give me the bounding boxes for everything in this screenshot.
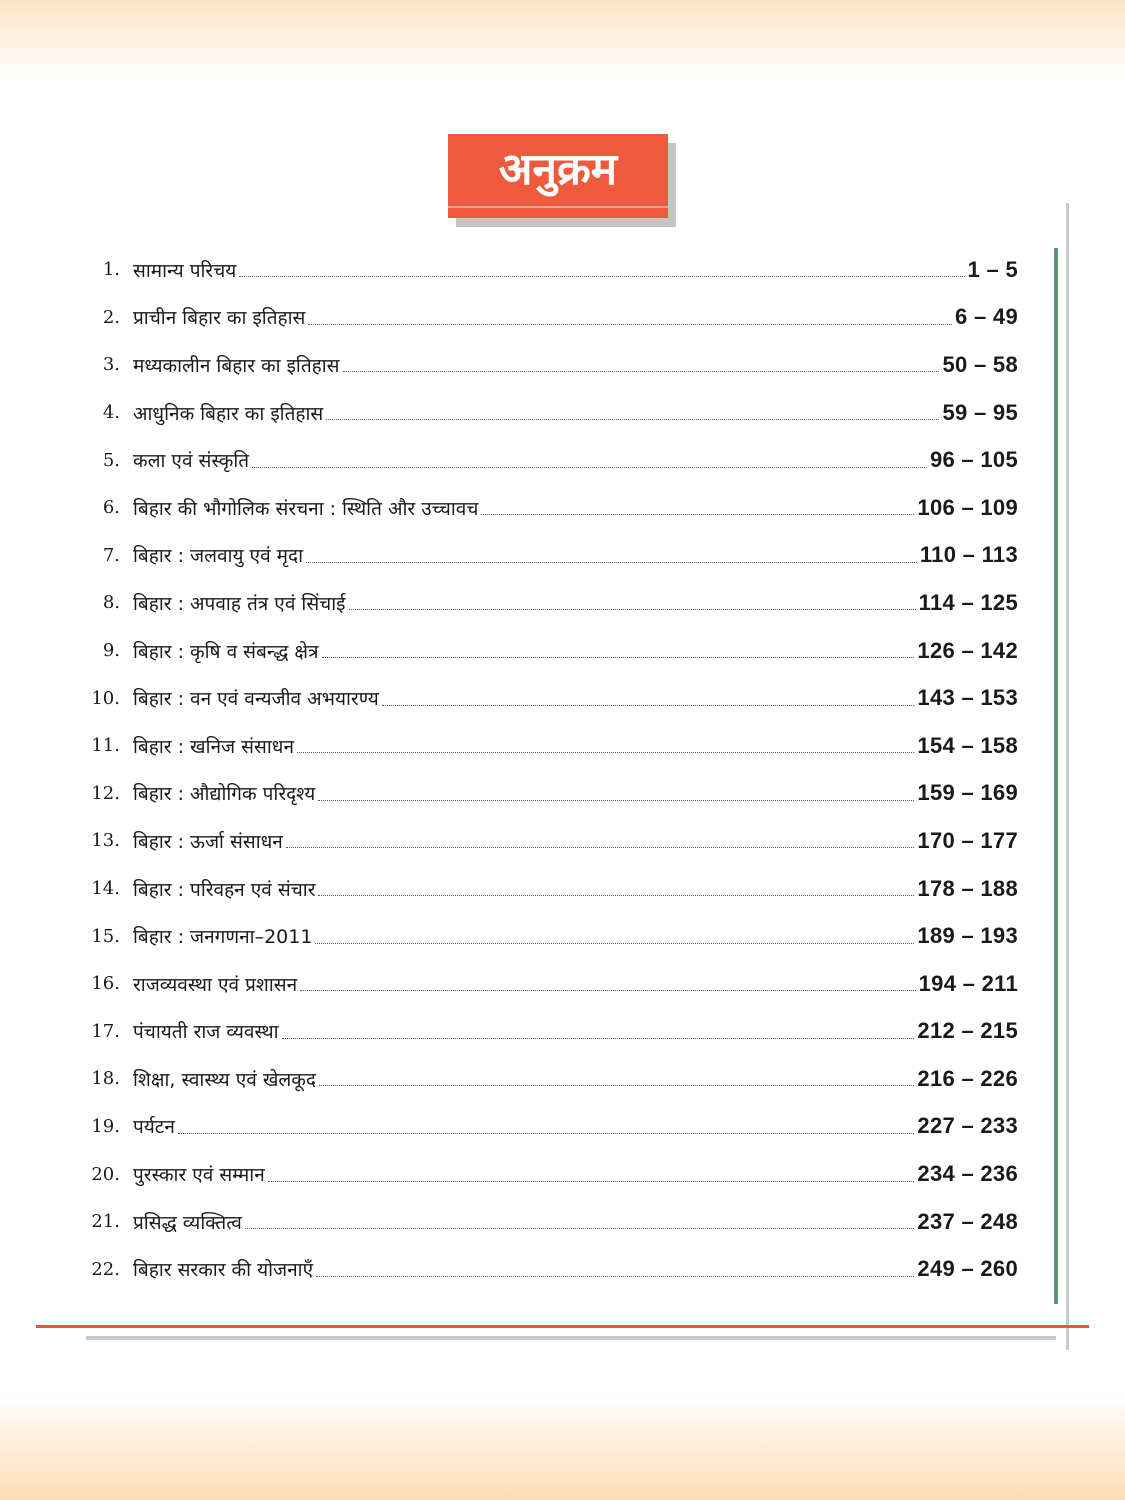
dot-leader	[306, 562, 917, 563]
dot-leader	[268, 1181, 915, 1182]
right-grey-rule	[1066, 203, 1069, 1350]
toc-entry-number: 20.	[91, 1163, 120, 1185]
toc-entry[interactable]	[88, 1008, 1018, 1056]
toc-entry-chapter-title: बिहार : ऊर्जा संसाधन	[133, 830, 283, 853]
toc-entry[interactable]	[88, 817, 1018, 865]
dot-leader	[319, 1085, 914, 1086]
toc-entry-number: 8.	[102, 592, 120, 614]
toc-entry[interactable]	[88, 722, 1018, 770]
toc-entry[interactable]	[88, 532, 1018, 580]
toc-entry[interactable]	[88, 436, 1018, 484]
toc-entry-chapter-title: कला एवं संस्कृति	[133, 450, 250, 473]
toc-entry-page-range: 227 – 233	[917, 1113, 1018, 1139]
toc-entry-number: 18.	[91, 1068, 120, 1090]
toc-entry-page-range: 170 – 177	[917, 827, 1018, 853]
dot-leader	[315, 943, 914, 944]
toc-entry-number: 4.	[102, 402, 120, 424]
dot-leader	[481, 514, 914, 515]
toc-entry-number: 12.	[91, 782, 120, 804]
toc-entry-chapter-title: बिहार : जनगणना–2011	[133, 926, 313, 949]
toc-entry[interactable]	[88, 246, 1018, 294]
toc-entry-chapter-title: शिक्षा, स्वास्थ्य एवं खेलकूद	[133, 1068, 316, 1091]
dot-leader	[300, 990, 916, 991]
dot-leader	[239, 276, 964, 277]
toc-entry-page-range: 126 – 142	[917, 637, 1018, 663]
dot-leader	[322, 657, 915, 658]
toc-entry-page-range: 237 – 248	[917, 1208, 1018, 1234]
dot-leader	[178, 1133, 914, 1134]
bottom-orange-rule	[36, 1325, 1089, 1328]
toc-entry-number: 13.	[91, 830, 120, 852]
toc-entry-number: 3.	[102, 354, 120, 376]
dot-leader	[318, 895, 914, 896]
toc-entry-chapter-title: बिहार : अपवाह तंत्र एवं सिंचाई	[133, 592, 346, 615]
top-decorative-band	[0, 0, 1125, 80]
toc-entry[interactable]	[88, 389, 1018, 437]
toc-entry-page-range: 212 – 215	[917, 1018, 1018, 1044]
right-green-rule	[1054, 248, 1058, 1304]
toc-entry-page-range: 110 – 113	[919, 542, 1018, 568]
toc-entry-page-range: 249 – 260	[917, 1256, 1018, 1282]
toc-entry-number: 21.	[91, 1211, 120, 1233]
toc-entry-number: 7.	[102, 544, 120, 566]
toc-entry[interactable]	[88, 960, 1018, 1008]
bottom-decorative-band	[0, 1395, 1125, 1500]
toc-entry-number: 19.	[91, 1115, 120, 1137]
toc-entry-chapter-title: आधुनिक बिहार का इतिहास	[133, 402, 324, 425]
title-banner	[448, 134, 668, 218]
dot-leader	[382, 705, 915, 706]
toc-entry-chapter-title: बिहार सरकार की योजनाएँ	[133, 1259, 314, 1282]
toc-entry[interactable]	[88, 627, 1018, 675]
dot-leader	[286, 847, 915, 848]
dot-leader	[297, 752, 914, 753]
toc-entry-number: 17.	[91, 1020, 120, 1042]
toc-entry[interactable]	[88, 341, 1018, 389]
toc-entry-chapter-title: बिहार : वन एवं वन्यजीव अभयारण्य	[133, 688, 379, 711]
toc-entry-chapter-title: बिहार : परिवहन एवं संचार	[133, 878, 316, 901]
toc-entry[interactable]	[88, 770, 1018, 818]
toc-entry[interactable]	[88, 1055, 1018, 1103]
toc-entry-number: 10.	[91, 687, 120, 709]
dot-leader	[343, 371, 940, 372]
toc-entry-number: 15.	[91, 925, 120, 947]
toc-entry[interactable]	[88, 1103, 1018, 1151]
toc-entry-number: 1.	[102, 259, 120, 281]
toc-entry-number: 2.	[102, 306, 120, 328]
toc-entry-chapter-title: राजव्यवस्था एवं प्रशासन	[133, 973, 298, 996]
toc-entry[interactable]	[88, 579, 1018, 627]
toc-entry-chapter-title: प्रसिद्ध व्यक्तित्व	[133, 1211, 242, 1234]
table-of-contents	[88, 246, 1018, 1293]
toc-entry-chapter-title: बिहार : खनिज संसाधन	[133, 735, 295, 758]
toc-entry-page-range: 96 – 105	[929, 447, 1018, 473]
toc-entry-chapter-title: बिहार की भौगोलिक संरचना : स्थिति और उच्चावच	[133, 497, 479, 520]
toc-entry-number: 14.	[91, 878, 120, 900]
toc-entry-page-range: 50 – 58	[942, 351, 1018, 377]
dot-leader	[349, 609, 916, 610]
page-title: अनुक्रम	[498, 144, 618, 195]
toc-entry-page-range: 189 – 193	[917, 923, 1018, 949]
toc-entry-chapter-title: पर्यटन	[133, 1116, 175, 1139]
toc-entry-page-range: 143 – 153	[917, 685, 1018, 711]
toc-entry-page-range: 106 – 109	[917, 494, 1018, 520]
toc-entry-number: 22.	[91, 1258, 120, 1280]
toc-entry[interactable]	[88, 912, 1018, 960]
toc-entry-number: 16.	[91, 973, 120, 995]
toc-entry-page-range: 154 – 158	[917, 732, 1018, 758]
toc-entry[interactable]	[88, 294, 1018, 342]
toc-entry[interactable]	[88, 1198, 1018, 1246]
toc-entry-page-range: 216 – 226	[917, 1065, 1018, 1091]
toc-entry-page-range: 6 – 49	[955, 304, 1018, 330]
toc-entry-page-range: 1 – 5	[967, 256, 1018, 282]
toc-entry-chapter-title: बिहार : औद्योगिक परिदृश्य	[133, 783, 316, 806]
toc-entry-chapter-title: प्राचीन बिहार का इतिहास	[133, 307, 306, 330]
toc-entry-page-range: 178 – 188	[917, 875, 1018, 901]
dot-leader	[316, 1276, 914, 1277]
toc-entry-page-range: 59 – 95	[942, 399, 1018, 425]
toc-entry[interactable]	[88, 1245, 1018, 1293]
bottom-grey-rule	[86, 1336, 1056, 1340]
toc-entry-page-range: 159 – 169	[917, 780, 1018, 806]
toc-entry-number: 6.	[102, 497, 120, 519]
dot-leader	[282, 1038, 915, 1039]
toc-entry-number: 9.	[102, 640, 120, 662]
toc-entry-chapter-title: सामान्य परिचय	[133, 259, 237, 282]
toc-entry-number: 11.	[91, 735, 120, 757]
toc-entry-number: 5.	[102, 449, 120, 471]
dot-leader	[245, 1228, 915, 1229]
dot-leader	[252, 467, 927, 468]
toc-entry[interactable]	[88, 484, 1018, 532]
toc-entry-page-range: 114 – 125	[918, 589, 1018, 615]
toc-entry-chapter-title: पंचायती राज व्यवस्था	[133, 1021, 279, 1044]
toc-entry-chapter-title: मध्यकालीन बिहार का इतिहास	[133, 354, 340, 377]
toc-entry[interactable]	[88, 865, 1018, 913]
toc-entry-page-range: 194 – 211	[918, 970, 1018, 996]
toc-entry-page-range: 234 – 236	[917, 1161, 1018, 1187]
dot-leader	[318, 800, 914, 801]
toc-entry-chapter-title: पुरस्कार एवं सम्मान	[133, 1164, 265, 1187]
toc-entry-chapter-title: बिहार : कृषि व संबन्द्ध क्षेत्र	[133, 640, 319, 663]
toc-entry-chapter-title: बिहार : जलवायु एवं मृदा	[133, 545, 304, 568]
toc-entry[interactable]	[88, 674, 1018, 722]
toc-entry[interactable]	[88, 1150, 1018, 1198]
dot-leader	[308, 324, 952, 325]
dot-leader	[326, 419, 939, 420]
